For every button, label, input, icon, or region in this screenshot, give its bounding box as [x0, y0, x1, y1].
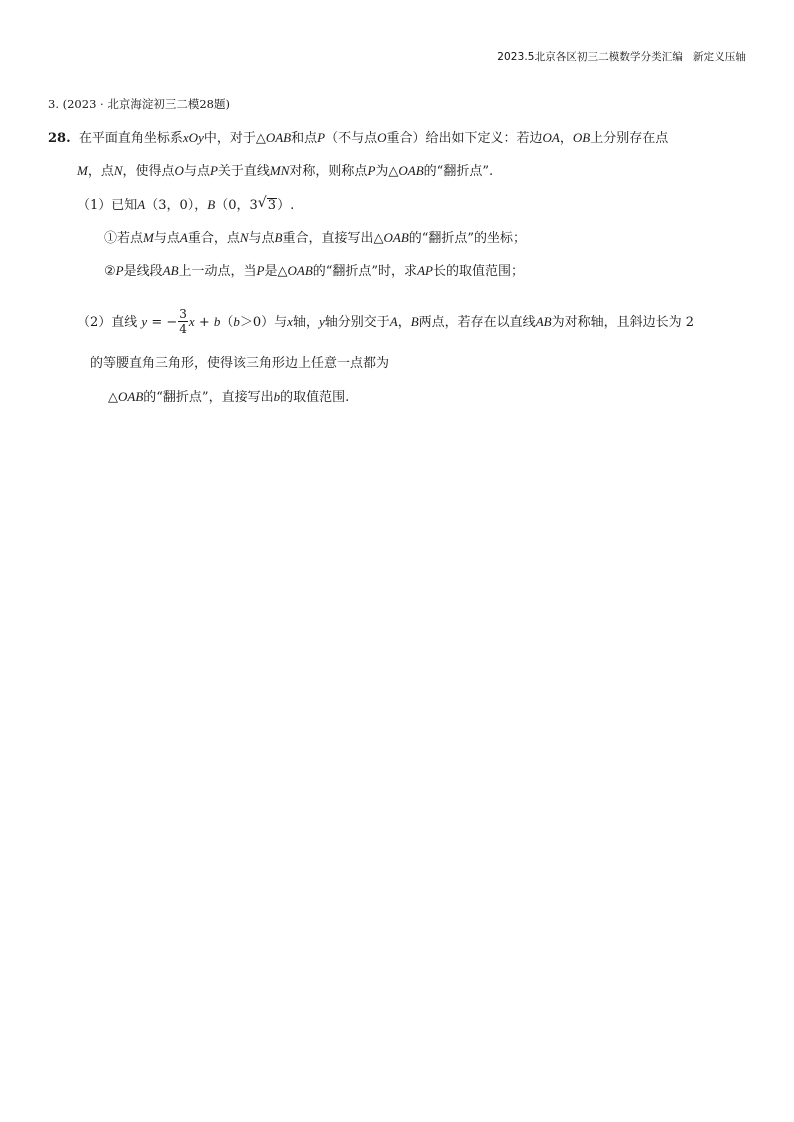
part-2-line-3: △OAB的“翻折点”，直接写出b的取值范围. — [108, 389, 350, 405]
page-header — [497, 49, 746, 64]
part-1-subquestion-1: ①若点M与点A重合，点N与点B重合，直接写出△OAB的“翻折点”的坐标； — [104, 230, 527, 246]
sqrt-radical: √ 3 — [257, 195, 277, 213]
question-stem-line-1: 28. 在平面直角坐标系xOy中，对于△OAB和点P（不与点O重合）给出如下定义：若边OA，OB上分别存在点 — [48, 130, 669, 146]
part-2-line-1: （2）直线 y = − $\frac{3}{4}$ x + b（b＞0）与x轴，y轴分别交于A，B两点，若存在以直线AB为对称轴，且斜边长为 2 — [77, 307, 694, 336]
part-1-given: （1）已知A（3，0），B（0，3 √ 3）. — [77, 195, 295, 213]
question-number: 28. — [48, 131, 71, 146]
header-series: 2023.5北京各区初三二模数学分类汇编 — [497, 51, 683, 63]
header-topic: 新定义压轴 — [693, 51, 746, 63]
question-source: 3. (2023 · 北京海淀初三二模28题) — [48, 97, 230, 111]
part-2-line-2: 的等腰直角三角形，使得该三角形边上任意一点都为 — [90, 356, 390, 371]
fraction-three-quarters: $\frac{3}{4}$ — [179, 307, 187, 336]
question-stem-line-2: M，点N，使得点O与点P关于直线MN对称，则称点P为△OAB的“翻折点”. — [77, 163, 494, 179]
part-1-subquestion-2: ②P是线段AB上一动点，当P是△OAB的“翻折点”时，求AP长的取值范围； — [104, 263, 524, 279]
